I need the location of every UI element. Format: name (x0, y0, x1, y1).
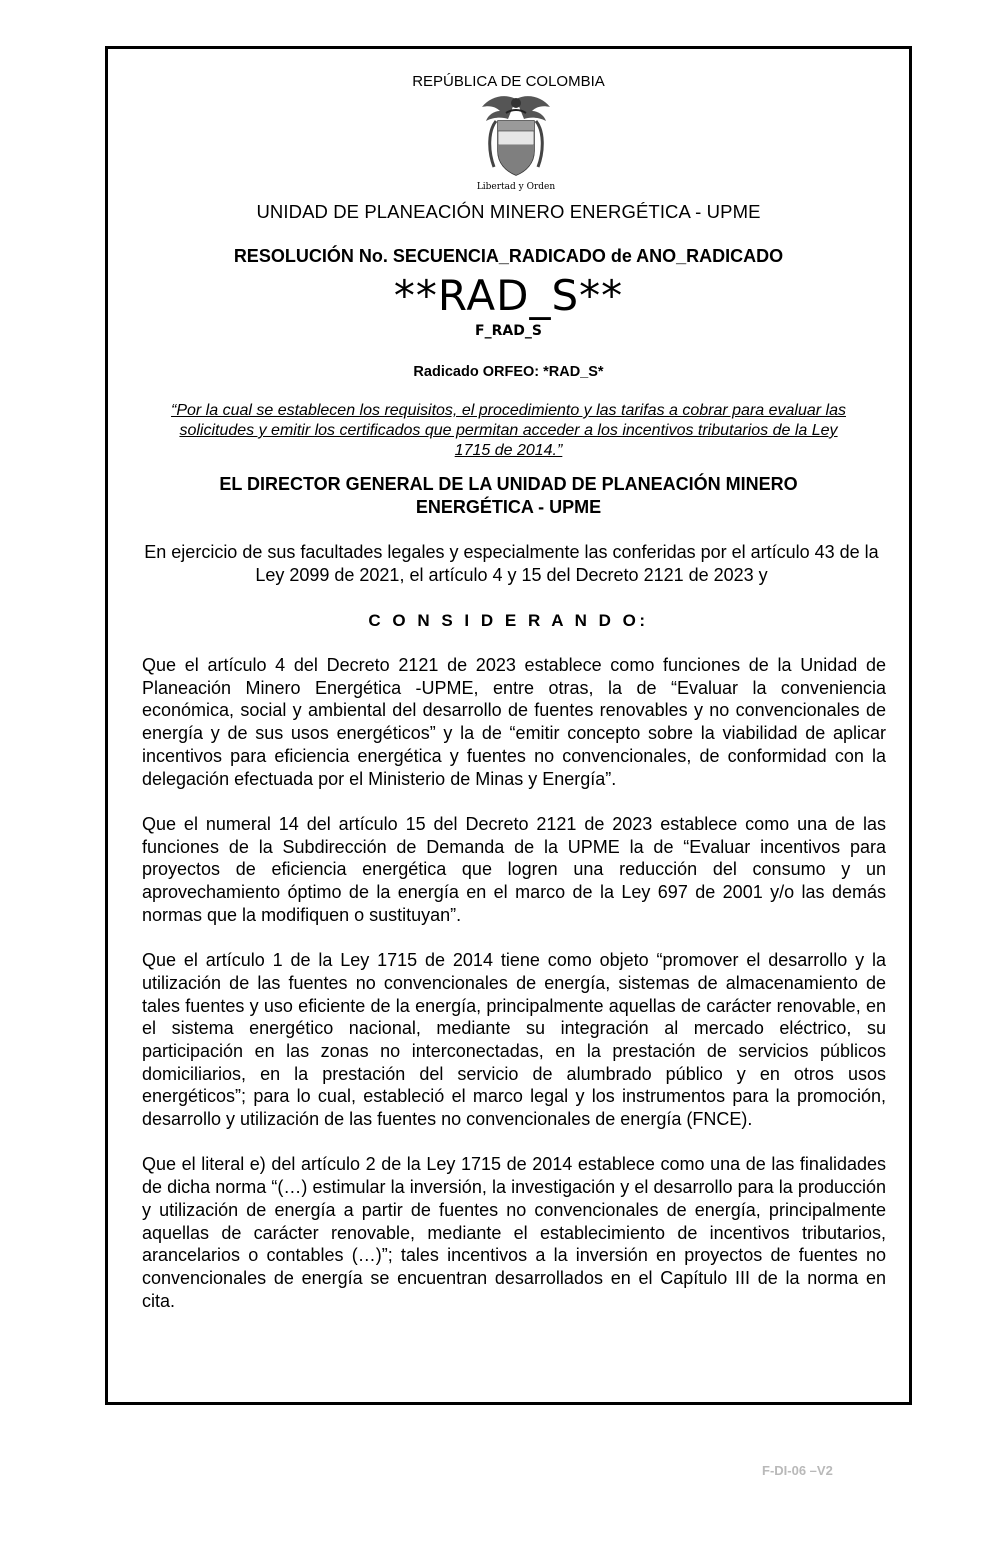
radicado-placeholder-small: F_RAD_S (475, 323, 542, 339)
resolution-title: “Por la cual se establecen los requisitos, el procedimiento y las tarifas a cobrar para evaluar las solicitudes y emitir los certificados que permitan acceder a los incentivos tributarios de la Ley 1715 de 2014.” (171, 402, 846, 459)
director-heading: EL DIRECTOR GENERAL DE LA UNIDAD DE PLANEACIÓN MINERO ENERGÉTICA - UPME (219, 474, 798, 517)
country-name: REPÚBLICA DE COLOMBIA (412, 73, 605, 90)
radicado-placeholder-large: **RAD_S** (393, 271, 624, 320)
consideration-paragraph: Que el artículo 1 de la Ley 1715 de 2014 tiene como objeto “promover el desarrollo y la utilización de las fuentes no convencionales de energía, sistemas de almacenamiento de tales fuentes y uso eficiente de la energía, principalmente aquellas de carácter renovable, en el sistema energético nacional, mediante su integración al mercado eléctrico, su participación en las zonas no interconectadas, en la prestación de servicios públicos domiciliarios, en la prestación del servicio de alumbrado público y en otros usos energéticos”; para lo cual, estableció el marco legal y los instrumentos para la promoción, desarrollo y utilización de las fuentes no convencionales de energía (FNCE). (142, 950, 886, 1130)
consideration-paragraph: Que el artículo 4 del Decreto 2121 de 2023 establece como funciones de la Unidad de Planeación Minero Energética -UPME, entre otras, la de “Evaluar la conveniencia económica, social y ambiental del desarrollo de fuentes renovables y no convencionales de energía y de sus usos energéticos” y la de “emitir concepto sobre la viabilidad de aplicar incentivos para eficiencia energética y fuentes no convencionales, de conformidad con la delegación efectuada por el Ministerio de Minas y Energía”. (142, 655, 886, 789)
considerando-heading: C O N S I D E R A N D O: (368, 611, 649, 630)
document-frame (105, 46, 912, 1405)
faculties-paragraph: En ejercicio de sus facultades legales y especialmente las conferidas por el artículo 43 de la Ley 2099 de 2021, el artículo 4 y 15 del Decreto 2121 de 2023 y (144, 542, 879, 585)
orfeo-radicado: Radicado ORFEO: *RAD_S* (413, 364, 604, 380)
considerations-body (142, 654, 886, 1335)
coat-of-arms-icon (476, 91, 556, 193)
consideration-paragraph: Que el numeral 14 del artículo 15 del Decreto 2121 de 2023 establece como una de las funciones de la Subdirección de Demanda de la UPME la de “Evaluar incentivos para proyectos de eficiencia energética que logren una reducción del consumo y un aprovechamiento óptimo de la energía en el marco de la Ley 697 de 2001 y/o las demás normas que la modifiquen o sustituyan”. (142, 813, 886, 925)
consideration-paragraph: Que el literal e) del artículo 2 de la Ley 1715 de 2014 establece como una de las finalidades de dicha norma “(…) estimular la inversión, la investigación y el desarrollo para la producción y utilización de energía a partir de fuentes no convencionales de energía, principalmente aquellas de carácter renovable, mediante el establecimiento de incentivos tributarios, arancelarios o contables (…)”; tales incentivos a la inversión en proyectos de fuentes no convencionales de energía se encuentran desarrollados en el Capítulo III de la norma en cita. (142, 1154, 886, 1311)
unit-name: UNIDAD DE PLANEACIÓN MINERO ENERGÉTICA - UPME (256, 201, 761, 222)
crest-motto: Libertad y Orden (476, 182, 556, 192)
resolution-number: RESOLUCIÓN No. SECUENCIA_RADICADO de ANO_RADICADO (233, 246, 784, 266)
form-code: F-DI-06 –V2 (762, 1463, 833, 1478)
